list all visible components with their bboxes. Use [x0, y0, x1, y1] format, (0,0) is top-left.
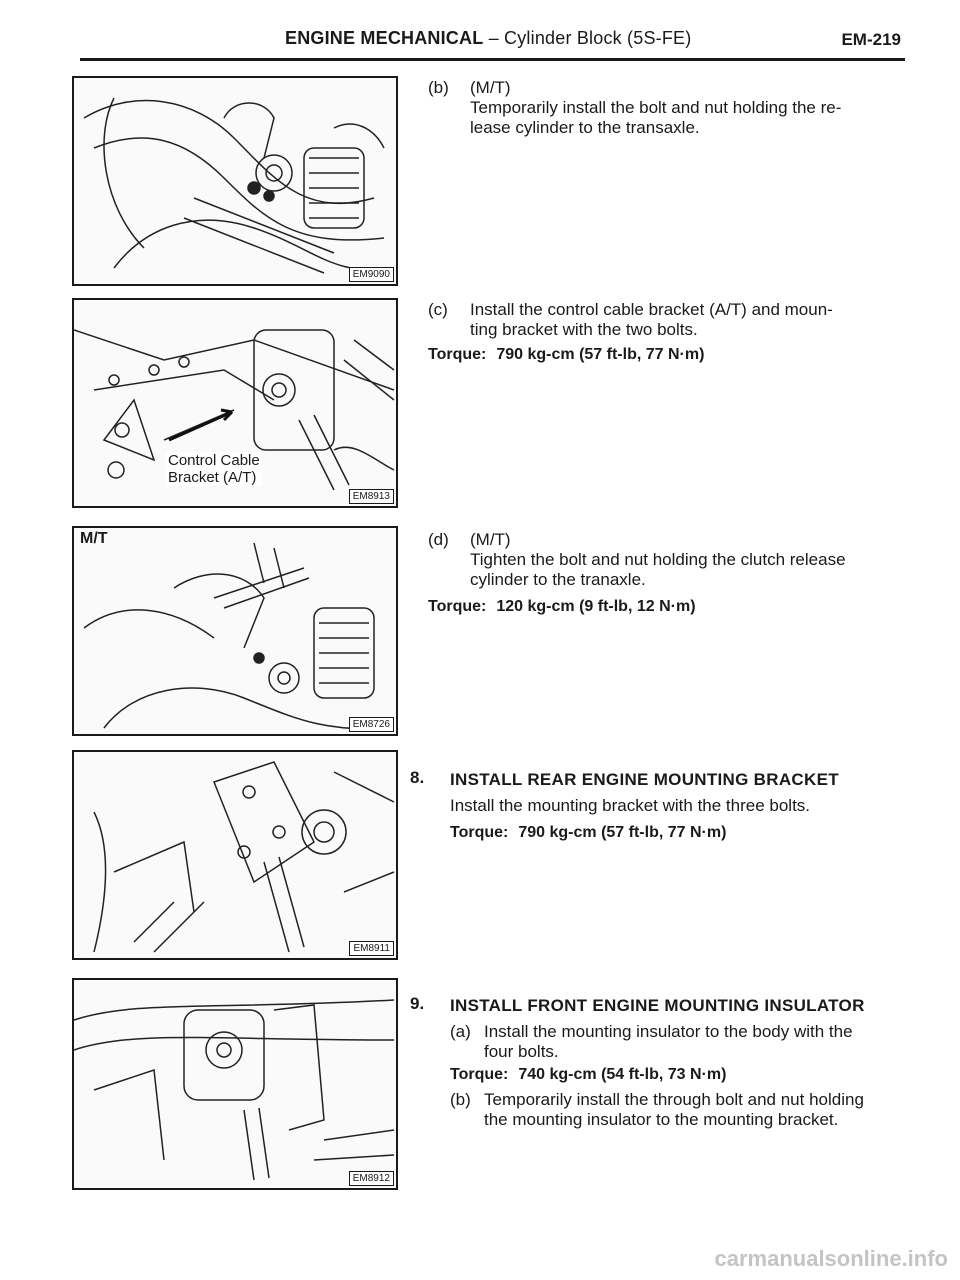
figure-variant-label: M/T [80, 530, 108, 547]
step-label: (a) [450, 1022, 471, 1041]
callout-line-2: Bracket (A/T) [168, 469, 257, 486]
figure-rear-mounting-bracket [72, 750, 398, 960]
torque-label: Torque: [450, 824, 509, 841]
torque-label: Torque: [450, 1066, 509, 1083]
callout-line-1: Control Cable [168, 452, 260, 469]
torque-spec-9 [450, 1066, 726, 1084]
step-d [428, 530, 846, 589]
step-body [470, 530, 890, 590]
engine-illustration-3 [74, 528, 398, 736]
header-rule [80, 58, 905, 61]
step-label: (b) [428, 78, 449, 97]
step-text-line-2: four bolts. [484, 1042, 559, 1061]
torque-label: Torque: [428, 598, 487, 615]
torque-value: 740 kg-cm (54 ft-lb, 73 N·m) [518, 1066, 727, 1083]
step-text-line-2: cylinder to the tranaxle. [470, 570, 646, 589]
figure-mt-release-cylinder [72, 526, 398, 736]
torque-value: 790 kg-cm (57 ft-lb, 77 N·m) [496, 346, 705, 363]
step-variant: (M/T) [470, 530, 511, 549]
step-text-line-1: Tighten the bolt and nut holding the clutch release [470, 550, 846, 569]
step-9-heading: INSTALL FRONT ENGINE MOUNTING INSULATOR [450, 996, 865, 1015]
step-b [428, 78, 842, 137]
section-title: ENGINE MECHANICAL [285, 28, 484, 48]
step-text-line-1: Temporarily install the bolt and nut holding the re- [470, 98, 842, 117]
figure-code: EM8726 [349, 717, 394, 732]
step-text-line-1: Temporarily install the through bolt and nut holding [484, 1090, 864, 1109]
step-8-number: 8. [410, 768, 425, 787]
page-number: EM-219 [841, 30, 901, 49]
engine-illustration-4 [74, 752, 398, 960]
step-c [428, 300, 833, 339]
step-body [484, 1090, 904, 1130]
torque-value: 790 kg-cm (57 ft-lb, 77 N·m) [518, 824, 727, 841]
engine-illustration-1 [74, 78, 398, 286]
step-8-text: Install the mounting bracket with the three bolts. [450, 796, 811, 815]
figure-code: EM8911 [349, 941, 394, 956]
step-text-line-2: lease cylinder to the transaxle. [470, 118, 700, 137]
figure-code: EM8912 [349, 1171, 394, 1186]
figure-release-cylinder [72, 76, 398, 286]
figure-front-mounting-insulator [72, 978, 398, 1190]
callout-control-cable-bracket [166, 452, 262, 486]
step-text-line-1: Install the control cable bracket (A/T) and moun- [470, 300, 833, 319]
page-title [285, 28, 691, 49]
step-text-line-1: Install the mounting insulator to the body with the [484, 1022, 853, 1041]
watermark: carmanualsonline.info [714, 1246, 948, 1271]
torque-label: Torque: [428, 346, 487, 363]
step-label: (d) [428, 530, 449, 549]
step-body [484, 1022, 904, 1062]
figure-code: EM9090 [349, 267, 394, 282]
step-9-number: 9. [410, 994, 425, 1013]
page-header [80, 18, 905, 60]
step-text-line-2: ting bracket with the two bolts. [470, 320, 698, 339]
figure-code: EM8913 [349, 489, 394, 504]
figure-control-cable-bracket [72, 298, 398, 508]
step-label: (b) [450, 1090, 471, 1109]
engine-illustration-5 [74, 980, 398, 1190]
step-9b [450, 1090, 864, 1129]
torque-spec-d [428, 598, 696, 616]
torque-value: 120 kg-cm (9 ft-lb, 12 N·m) [496, 598, 696, 615]
subsection-title: – Cylinder Block (5S-FE) [483, 28, 692, 48]
torque-spec-c [428, 346, 704, 364]
step-8-heading: INSTALL REAR ENGINE MOUNTING BRACKET [450, 770, 839, 789]
step-body [470, 300, 890, 340]
torque-spec-8 [450, 824, 726, 842]
step-label: (c) [428, 300, 448, 319]
step-text-line-2: the mounting insulator to the mounting bracket. [484, 1110, 839, 1129]
step-body [470, 78, 890, 138]
step-variant: (M/T) [470, 78, 511, 97]
step-9a [450, 1022, 853, 1061]
